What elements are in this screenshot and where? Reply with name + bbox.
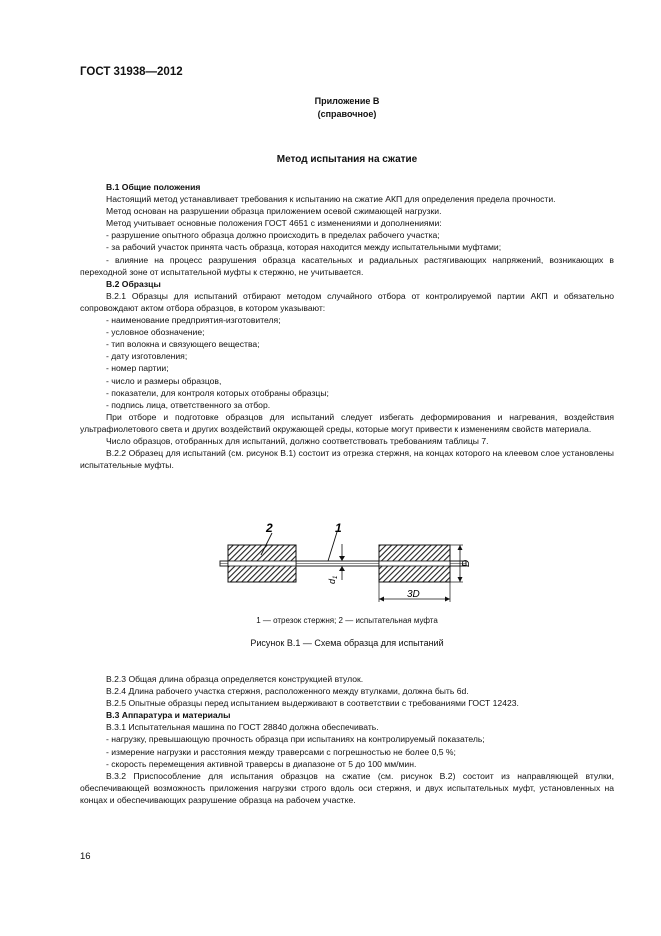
paragraph: Метод основан на разрушении образца приложением осевой сжимающей нагрузки. [106, 206, 442, 217]
section-heading: В.2 Образцы [106, 278, 161, 289]
label-d-subscript: 1 [333, 575, 339, 579]
paragraph: - скорость перемещения активной траверсы в диапазоне от 5 до 100 мм/мин. [106, 758, 417, 769]
section-heading: В.3 Аппаратура и материалы [106, 710, 231, 721]
method-title: Метод испытания на сжатие [276, 154, 418, 165]
appendix-subtitle: (справочное) [317, 109, 377, 119]
paragraph: - за рабочий участок принята часть образца, которая находится между испытательными муфтами; [106, 242, 502, 253]
paragraph: - дату изготовления; [106, 351, 188, 362]
label-3D: 3D [407, 589, 420, 600]
svg-text:d1 [327, 576, 339, 584]
paragraph: - тип волокна и связующего вещества; [106, 339, 260, 350]
page-number: 16 [80, 851, 91, 862]
paragraph: - номер партии; [106, 363, 169, 374]
paragraph: В.2.2 Образец для испытаний (см. рисунок В.1) состоит из отрезка стержня, на концах которого на клеевом слое установлены испытательные муфты. [80, 448, 614, 471]
text-block-1 [80, 181, 614, 471]
label-2: 2 [266, 521, 273, 535]
paragraph: В.2.3 Общая длина образца определяется конструкцией втулок. [106, 674, 364, 684]
paragraph: - показатели, для контроля которых отобраны образцы; [106, 387, 329, 398]
paragraph: В.2.1 Образцы для испытаний отбирают методом случайного отбора от контролируемой партии АКП и обязательно сопровождают актом отбора образцов, в котором указывают: [80, 290, 614, 313]
paragraph: - число и размеры образцов, [106, 375, 222, 386]
paragraph: В.3.2 Приспособление для испытания образцов на сжатие (см. рисунок В.2) состоит из направляющей втулки, обеспечивающей возможность приложения нагрузки строго вдоль оси стержня, и двух испытательных муфт, установленных на концах и обеспечивающих разрушение образца на рабочем участке. [80, 770, 614, 805]
paragraph: В.2.5 Опытные образцы перед испытанием выдерживают в соответствии с требованиями ГОСТ 12423. [106, 698, 519, 709]
figure-title: Рисунок В.1 — Схема образца для испытаний [250, 638, 444, 648]
paragraph: - подпись лица, ответственного за отбор. [106, 399, 271, 410]
appendix-title: Приложение В [314, 96, 380, 106]
appendix-heading [80, 95, 614, 121]
figure-legend: 1 — отрезок стержня; 2 — испытательная муфта [256, 616, 438, 625]
paragraph: Метод учитывает основные положения ГОСТ 4651 с изменениями и дополнениями: [106, 218, 442, 229]
document-header: ГОСТ 31938—2012 [80, 66, 183, 78]
label-d: d [327, 578, 337, 584]
label-1: 1 [335, 521, 342, 535]
label-D: D [461, 559, 472, 567]
paragraph: При отборе и подготовке образцов для испытаний следует избегать деформирования и нагревания, воздействия ультрафиолетового света и других воздействий окружающей среды, которые могут привести к изменениям свойств материала. [80, 411, 614, 434]
paragraph: - измерение нагрузки и расстояния между траверсами с погрешностью не более 0,5 %; [106, 746, 456, 757]
paragraph: - разрушение опытного образца должно происходить в пределах рабочего участка; [106, 230, 440, 241]
paragraph: - условное обозначение; [106, 327, 205, 338]
paragraph: Настоящий метод устанавливает требования к испытанию на сжатие АКП для определения предела прочности. [106, 194, 556, 205]
paragraph: В.2.4 Длина рабочего участка стержня, расположенного между втулками, должна быть 6d. [106, 686, 469, 697]
text-block-2 [80, 673, 614, 806]
section-heading: В.1 Общие положения [106, 182, 201, 192]
paragraph: - нагрузку, превышающую прочность образца при испытаниях на контролируемый показатель; [106, 734, 485, 745]
paragraph: В.3.1 Испытательная машина по ГОСТ 28840 должна обеспечивать. [106, 722, 379, 733]
paragraph: - наименование предприятия-изготовителя; [106, 315, 281, 326]
paragraph: Число образцов, отобранных для испытаний, должно соответствовать требованиям таблицы 7. [106, 435, 489, 446]
specimen-diagram [218, 520, 472, 606]
figure-b1 [218, 520, 472, 611]
paragraph: - влияние на процесс разрушения образца касательных и радиальных растягивающих напряжений, возникающих в переходной зоне от испытательной муфты к стержню, не учитывается. [80, 254, 614, 277]
